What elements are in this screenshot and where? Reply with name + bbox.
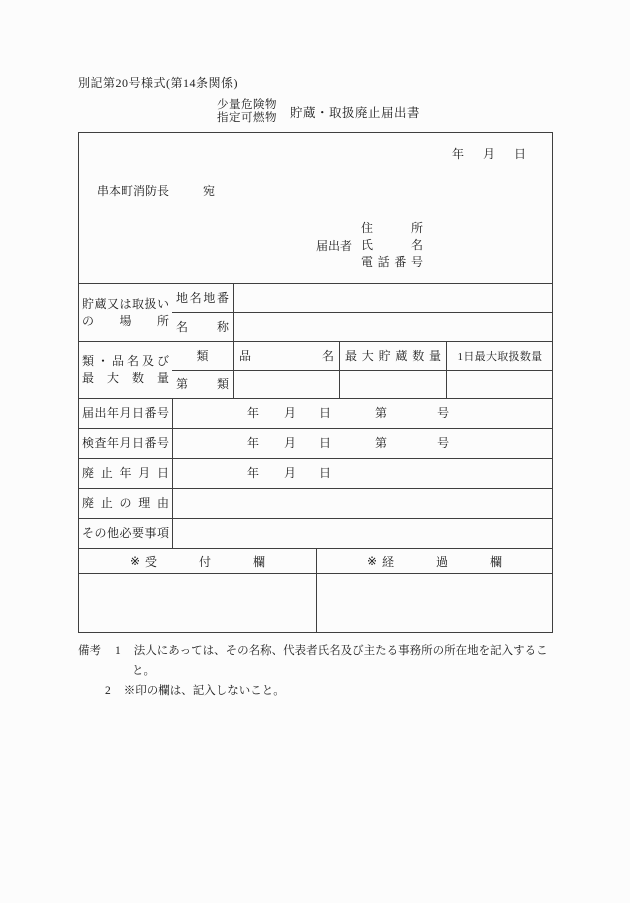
class-value-text xyxy=(176,377,229,391)
discontinuation-reason-row xyxy=(79,488,552,518)
stamp-header-row xyxy=(79,548,552,573)
discontinuation-reason-value-cell xyxy=(172,489,552,518)
applicant-fields xyxy=(361,220,423,271)
remark-1-number: 1 xyxy=(115,645,121,657)
reference-mark: ※ xyxy=(129,553,140,568)
max-storage-value-cell xyxy=(339,371,446,399)
discontinuation-date-label xyxy=(79,459,172,488)
facility-name-value-cell xyxy=(233,313,552,341)
other-items-value-cell xyxy=(172,519,552,548)
reception-glyph-1: 受 xyxy=(145,554,158,569)
remark-2-text: ※印の欄は、記入しないこと。 xyxy=(123,685,285,697)
submission-date-line xyxy=(452,148,526,161)
category-label-line2: 最大数量 xyxy=(82,371,169,385)
other-items-label-text: その他必要事項 xyxy=(82,526,169,540)
notification-date-label-text: 届出年月日番号 xyxy=(82,406,169,420)
remark-item-2 xyxy=(105,681,548,701)
progress-glyph-2: 過 xyxy=(436,554,449,569)
number-prefix-glyph: 第 xyxy=(375,406,388,420)
title-category-line2: 指定可燃物 xyxy=(217,111,277,124)
facility-name-label xyxy=(172,313,233,341)
day-glyph: 日 xyxy=(319,436,332,450)
form-table xyxy=(78,132,553,633)
category-header-row xyxy=(172,342,553,370)
addressee-suffix: 宛 xyxy=(203,184,216,198)
lot-number-value-cell xyxy=(233,284,552,312)
form-top-section xyxy=(79,133,552,283)
number-prefix-glyph: 第 xyxy=(375,436,388,450)
category-value-row xyxy=(172,370,553,399)
form-title xyxy=(217,99,420,124)
remarks-section xyxy=(78,641,548,701)
storage-location-label xyxy=(79,284,172,341)
class-column-header xyxy=(172,342,233,370)
item-name-header-right: 名 xyxy=(321,349,334,364)
notification-date-label xyxy=(79,399,172,428)
progress-glyph-3: 欄 xyxy=(490,554,503,569)
date-day-label: 日 xyxy=(513,147,526,161)
applicant-name-label: 氏名 xyxy=(361,238,424,252)
category-quantity-group xyxy=(79,341,552,398)
applicant-address-label: 住所 xyxy=(361,221,424,235)
storage-location-rows xyxy=(172,284,552,341)
discontinuation-date-value xyxy=(172,459,552,488)
item-name-header-left: 品 xyxy=(239,349,252,364)
reception-column-header xyxy=(79,549,316,573)
addressee-line xyxy=(97,185,215,198)
applicant-block xyxy=(316,220,423,271)
storage-location-label-line2: の場所 xyxy=(82,313,169,328)
inspection-date-value xyxy=(172,429,552,458)
year-glyph: 年 xyxy=(247,406,260,420)
discontinuation-date-label-text: 廃止年月日 xyxy=(82,466,169,480)
reception-glyph-3: 欄 xyxy=(253,554,266,569)
category-label-line1: 類・品名及び xyxy=(82,354,169,368)
item-name-value-cell xyxy=(233,371,339,399)
class-prefix: 第 xyxy=(176,377,189,392)
day-glyph: 日 xyxy=(319,466,332,480)
item-name-column-header xyxy=(233,342,339,370)
title-category-line1: 少量危険物 xyxy=(217,99,277,111)
day-glyph: 日 xyxy=(319,406,332,420)
max-storage-header-text: 最大貯蔵数量 xyxy=(345,348,441,363)
discontinuation-date-row xyxy=(79,458,552,488)
lot-number-label xyxy=(172,284,233,312)
progress-glyph-1: 経 xyxy=(382,554,395,569)
class-column-header-text: 類 xyxy=(196,348,209,363)
lot-number-row xyxy=(172,284,552,312)
number-suffix-glyph: 号 xyxy=(437,406,450,420)
remarks-label: 備考 xyxy=(78,645,101,657)
discontinuation-reason-label-text: 廃止の理由 xyxy=(82,496,169,510)
facility-name-row xyxy=(172,312,552,341)
remark-1-text-line1: 法人にあっては、その名称、代表者氏名及び主たる事務所の所在地を記入するこ xyxy=(133,645,548,657)
other-items-row xyxy=(79,518,552,548)
reference-mark: ※ xyxy=(366,553,377,568)
addressee-name: 串本町消防長 xyxy=(97,184,170,198)
storage-location-label-line1: 貯蔵又は取扱い xyxy=(82,296,169,311)
month-glyph: 月 xyxy=(284,436,297,450)
stamp-body-row xyxy=(79,573,552,632)
form-code: 別記第20号様式(第14条関係) xyxy=(78,76,238,90)
notification-date-row xyxy=(79,398,552,428)
class-suffix: 類 xyxy=(216,377,229,392)
category-rows xyxy=(172,342,553,398)
date-month-label: 月 xyxy=(482,147,495,161)
remark-item-1 xyxy=(78,641,548,661)
remark-2-number: 2 xyxy=(105,685,111,697)
inspection-date-label xyxy=(79,429,172,458)
title-category-stack xyxy=(217,99,277,124)
progress-column-header xyxy=(316,549,552,573)
year-glyph: 年 xyxy=(247,466,260,480)
date-year-label: 年 xyxy=(451,147,464,161)
max-daily-value-cell xyxy=(446,371,553,399)
reception-stamp-area xyxy=(79,574,316,632)
remark-1-text-line2: と。 xyxy=(132,665,155,677)
facility-name-label-text: 名称 xyxy=(176,320,229,334)
category-quantity-label xyxy=(79,342,172,398)
reception-glyph-2: 付 xyxy=(199,554,212,569)
number-suffix-glyph: 号 xyxy=(437,436,450,450)
applicant-phone-label: 電話番号 xyxy=(361,255,424,269)
notification-date-value xyxy=(172,399,552,428)
storage-location-group xyxy=(79,283,552,341)
month-glyph: 月 xyxy=(284,466,297,480)
title-main: 貯蔵・取扱廃止届出書 xyxy=(290,105,421,120)
max-storage-column-header xyxy=(339,342,446,370)
month-glyph: 月 xyxy=(284,406,297,420)
inspection-date-row xyxy=(79,428,552,458)
max-daily-header-text: 1日最大取扱数量 xyxy=(457,350,543,363)
applicant-label: 届出者 xyxy=(316,239,353,253)
other-items-label xyxy=(79,519,172,548)
class-value-cell xyxy=(172,371,233,399)
year-glyph: 年 xyxy=(247,436,260,450)
lot-number-label-text: 地名地番 xyxy=(176,291,229,305)
discontinuation-reason-label xyxy=(79,489,172,518)
progress-stamp-area xyxy=(316,574,552,632)
inspection-date-label-text: 検査年月日番号 xyxy=(82,436,169,450)
max-daily-column-header xyxy=(446,342,553,370)
